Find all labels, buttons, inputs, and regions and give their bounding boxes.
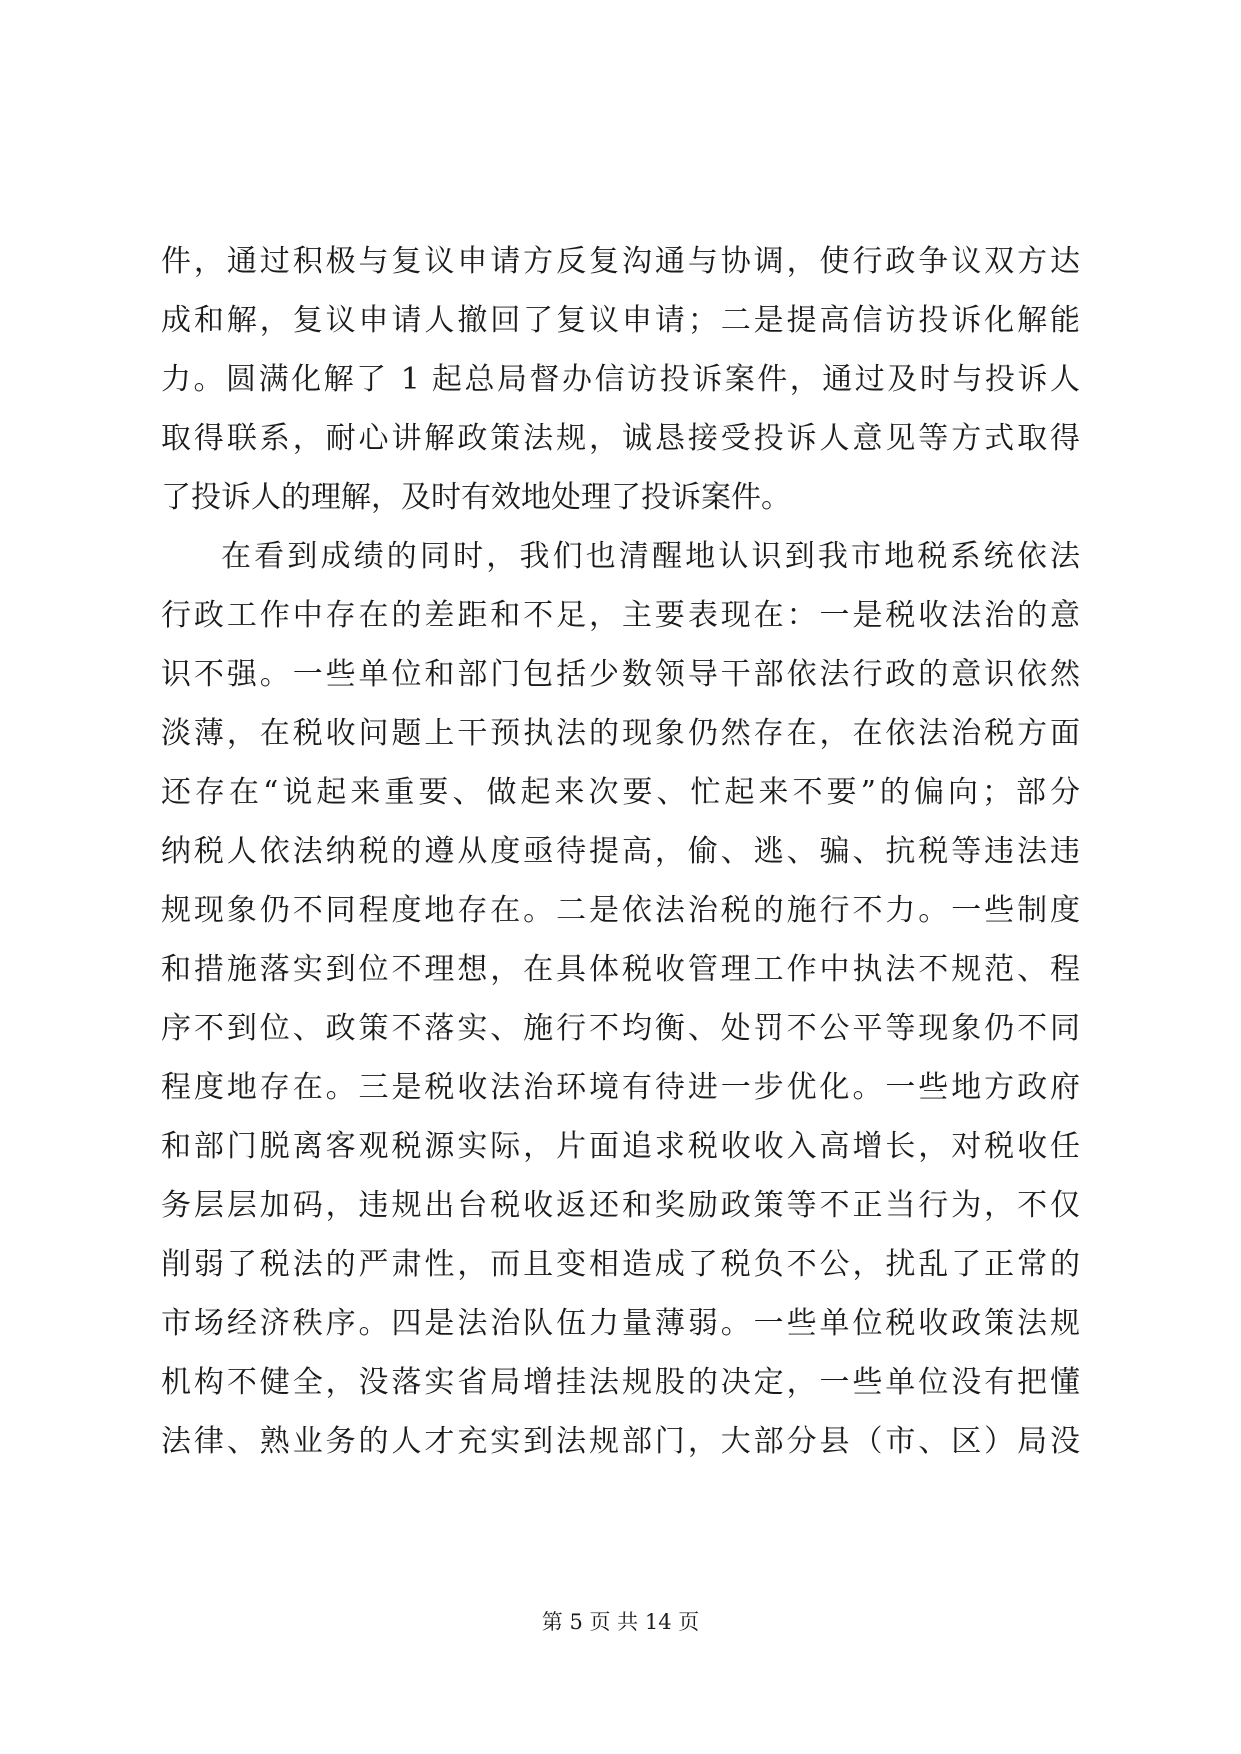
paragraph-1-line-5: 了投诉人的理解，及时有效地处理了投诉案件。 [161, 480, 791, 515]
page-footer [0, 1607, 1241, 1637]
paragraph-2-line-3: 识不强。一些单位和部门包括少数领导干部依法行政的意识依然 [161, 657, 1080, 692]
paragraph-1-line-1: 件，通过积极与复议申请方反复沟通与协调，使行政争议双方达 [161, 244, 1080, 279]
paragraph-2-line-11: 和部门脱离客观税源实际，片面追求税收收入高增长，对税收任 [161, 1129, 1080, 1164]
paragraph-1-line-3: 力。圆满化解了 1 起总局督办信访投诉案件，通过及时与投诉人 [161, 362, 1080, 397]
paragraph-2-line-14: 市场经济秩序。四是法治队伍力量薄弱。一些单位税收政策法规 [161, 1306, 1080, 1341]
paragraph-2-line-6: 纳税人依法纳税的遵从度亟待提高，偷、逃、骗、抗税等违法违 [161, 834, 1080, 869]
paragraph-2-line-16: 法律、熟业务的人才充实到法规部门，大部分县（市、区）局没 [161, 1424, 1080, 1459]
paragraph-2-line-7: 规现象仍不同程度地存在。二是依法治税的施行不力。一些制度 [161, 893, 1080, 928]
paragraph-1-line-2: 成和解，复议申请人撤回了复议申请；二是提高信访投诉化解能 [161, 303, 1080, 338]
paragraph-1-line-4: 取得联系，耐心讲解政策法规，诚恳接受投诉人意见等方式取得 [161, 421, 1080, 456]
paragraph-2-line-1: 在看到成绩的同时，我们也清醒地认识到我市地税系统依法 [221, 539, 1080, 574]
paragraph-2-line-8: 和措施落实到位不理想，在具体税收管理工作中执法不规范、程 [161, 952, 1080, 987]
page-number-label: 第 5 页 共 14 页 [541, 1610, 700, 1634]
paragraph-2-line-5: 还存在“说起来重要、做起来次要、忙起来不要”的偏向；部分 [161, 775, 1080, 810]
paragraph-2-line-12: 务层层加码，违规出台税收返还和奖励政策等不正当行为，不仅 [161, 1188, 1080, 1223]
paragraph-2-line-10: 程度地存在。三是税收法治环境有待进一步优化。一些地方政府 [161, 1070, 1080, 1105]
paragraph-2-line-4: 淡薄，在税收问题上干预执法的现象仍然存在，在依法治税方面 [161, 716, 1080, 751]
paragraph-2-line-15: 机构不健全，没落实省局增挂法规股的决定，一些单位没有把懂 [161, 1365, 1080, 1400]
document-body [161, 232, 1080, 1471]
paragraph-2-line-9: 序不到位、政策不落实、施行不均衡、处罚不公平等现象仍不同 [161, 1011, 1080, 1046]
paragraph-2-line-2: 行政工作中存在的差距和不足，主要表现在：一是税收法治的意 [161, 598, 1080, 633]
paragraph-2-line-13: 削弱了税法的严肃性，而且变相造成了税负不公，扰乱了正常的 [161, 1247, 1080, 1282]
